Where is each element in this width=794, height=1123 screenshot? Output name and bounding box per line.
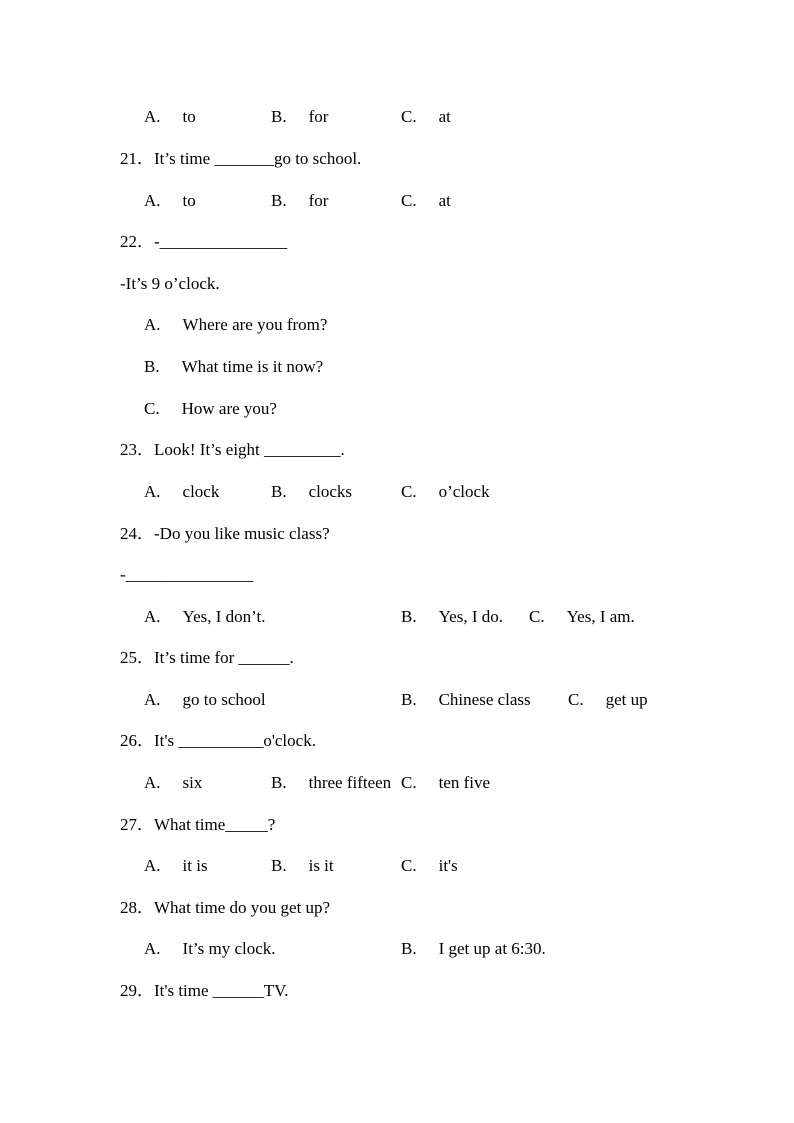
question-21: 21．It’s time _______go to school. [120,149,362,168]
option-c: C. Yes, I am. [529,607,635,626]
answer-line: -_______________ [120,565,254,584]
option-c: C. ten five [401,773,491,792]
option-a: A. Yes, I don’t. [144,607,266,626]
option-c: C. at [401,191,451,210]
option-a: A. Where are you from? [144,315,328,334]
option-b: B. I get up at 6:30. [401,939,546,958]
question-29: 29．It's time ______TV. [120,981,289,1000]
option-a: A. six [144,773,203,792]
option-b: B. is it [271,856,334,875]
option-a: A. to [144,107,196,126]
option-b: B. What time is it now? [144,357,324,376]
question-28: 28．What time do you get up? [120,898,331,917]
question-25: 25．It’s time for ______. [120,648,294,667]
option-a: A. to [144,191,196,210]
question-26: 26．It's __________o'clock. [120,731,316,750]
option-a: A. clock [144,482,220,501]
option-c: C. o’clock [401,482,490,501]
option-a: A. It’s my clock. [144,939,276,958]
option-c: C. it's [401,856,458,875]
option-c: C. at [401,107,451,126]
option-c: C. get up [568,690,648,709]
option-b: B. for [271,191,329,210]
option-a: A. go to school [144,690,266,709]
question-24: 24．-Do you like music class? [120,524,330,543]
option-b: B. Yes, I do. [401,607,503,626]
question-23: 23．Look! It’s eight _________. [120,440,345,459]
option-c: C. How are you? [144,399,277,418]
option-b: B. clocks [271,482,353,501]
question-27: 27．What time_____? [120,815,276,834]
answer-line: -It’s 9 o’clock. [120,274,220,293]
option-b: B. three fifteen [271,773,392,792]
option-b: B. for [271,107,329,126]
option-a: A. it is [144,856,208,875]
option-b: B. Chinese class [401,690,531,709]
question-22: 22．-_______________ [120,232,288,251]
